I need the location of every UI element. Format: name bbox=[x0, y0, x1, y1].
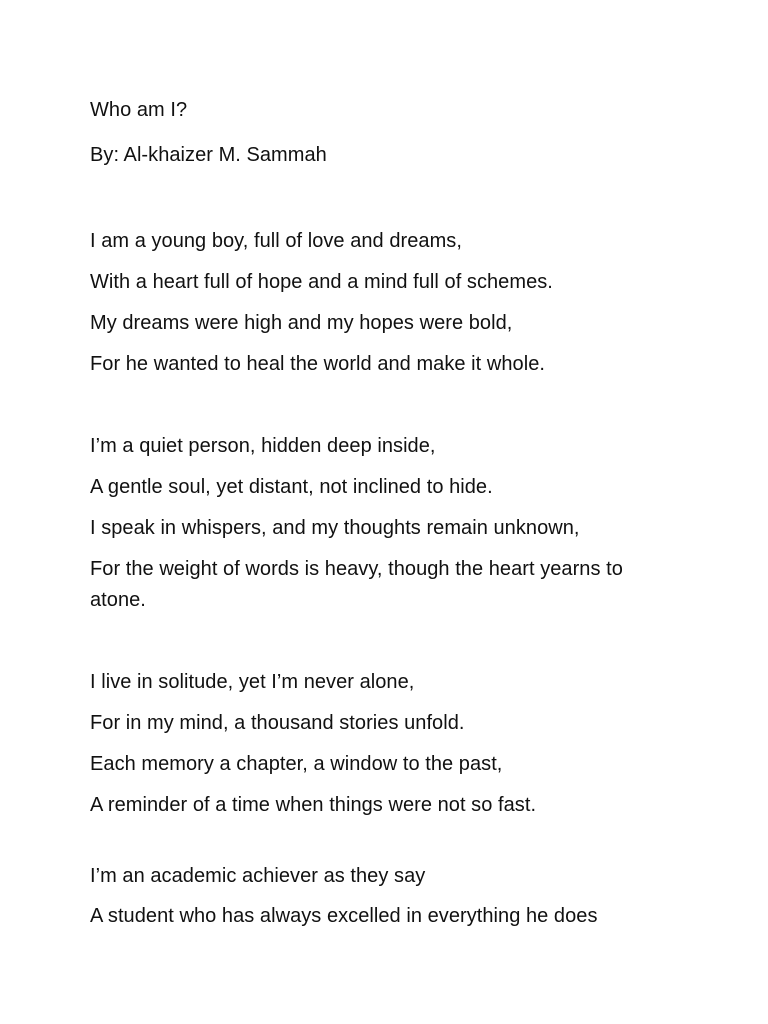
poem-line: With a heart full of hope and a mind full of schemes. bbox=[90, 271, 553, 293]
poem-line: I speak in whispers, and my thoughts remain unknown, bbox=[90, 517, 580, 539]
poem-line: My dreams were high and my hopes were bold, bbox=[90, 312, 513, 334]
poem-line: A reminder of a time when things were not so fast. bbox=[90, 794, 537, 816]
poem-line: A student who has always excelled in everything he does bbox=[90, 905, 598, 927]
poem-line: I’m an academic achiever as they say bbox=[90, 865, 426, 887]
poem-line: atone. bbox=[90, 589, 146, 611]
poem-line: I am a young boy, full of love and dreams, bbox=[90, 230, 462, 252]
poem-line: For the weight of words is heavy, though the heart yearns to bbox=[90, 558, 623, 580]
poem-line: I’m a quiet person, hidden deep inside, bbox=[90, 435, 436, 457]
poem-line: For in my mind, a thousand stories unfold. bbox=[90, 712, 465, 734]
poem-title: Who am I? bbox=[90, 99, 188, 121]
poem-line: For he wanted to heal the world and make it whole. bbox=[90, 353, 545, 375]
poem-line: A gentle soul, yet distant, not inclined to hide. bbox=[90, 476, 493, 498]
poem-byline: By: Al-khaizer M. Sammah bbox=[90, 144, 327, 166]
poem-line: Each memory a chapter, a window to the past, bbox=[90, 753, 503, 775]
poem-line: I live in solitude, yet I’m never alone, bbox=[90, 671, 415, 693]
